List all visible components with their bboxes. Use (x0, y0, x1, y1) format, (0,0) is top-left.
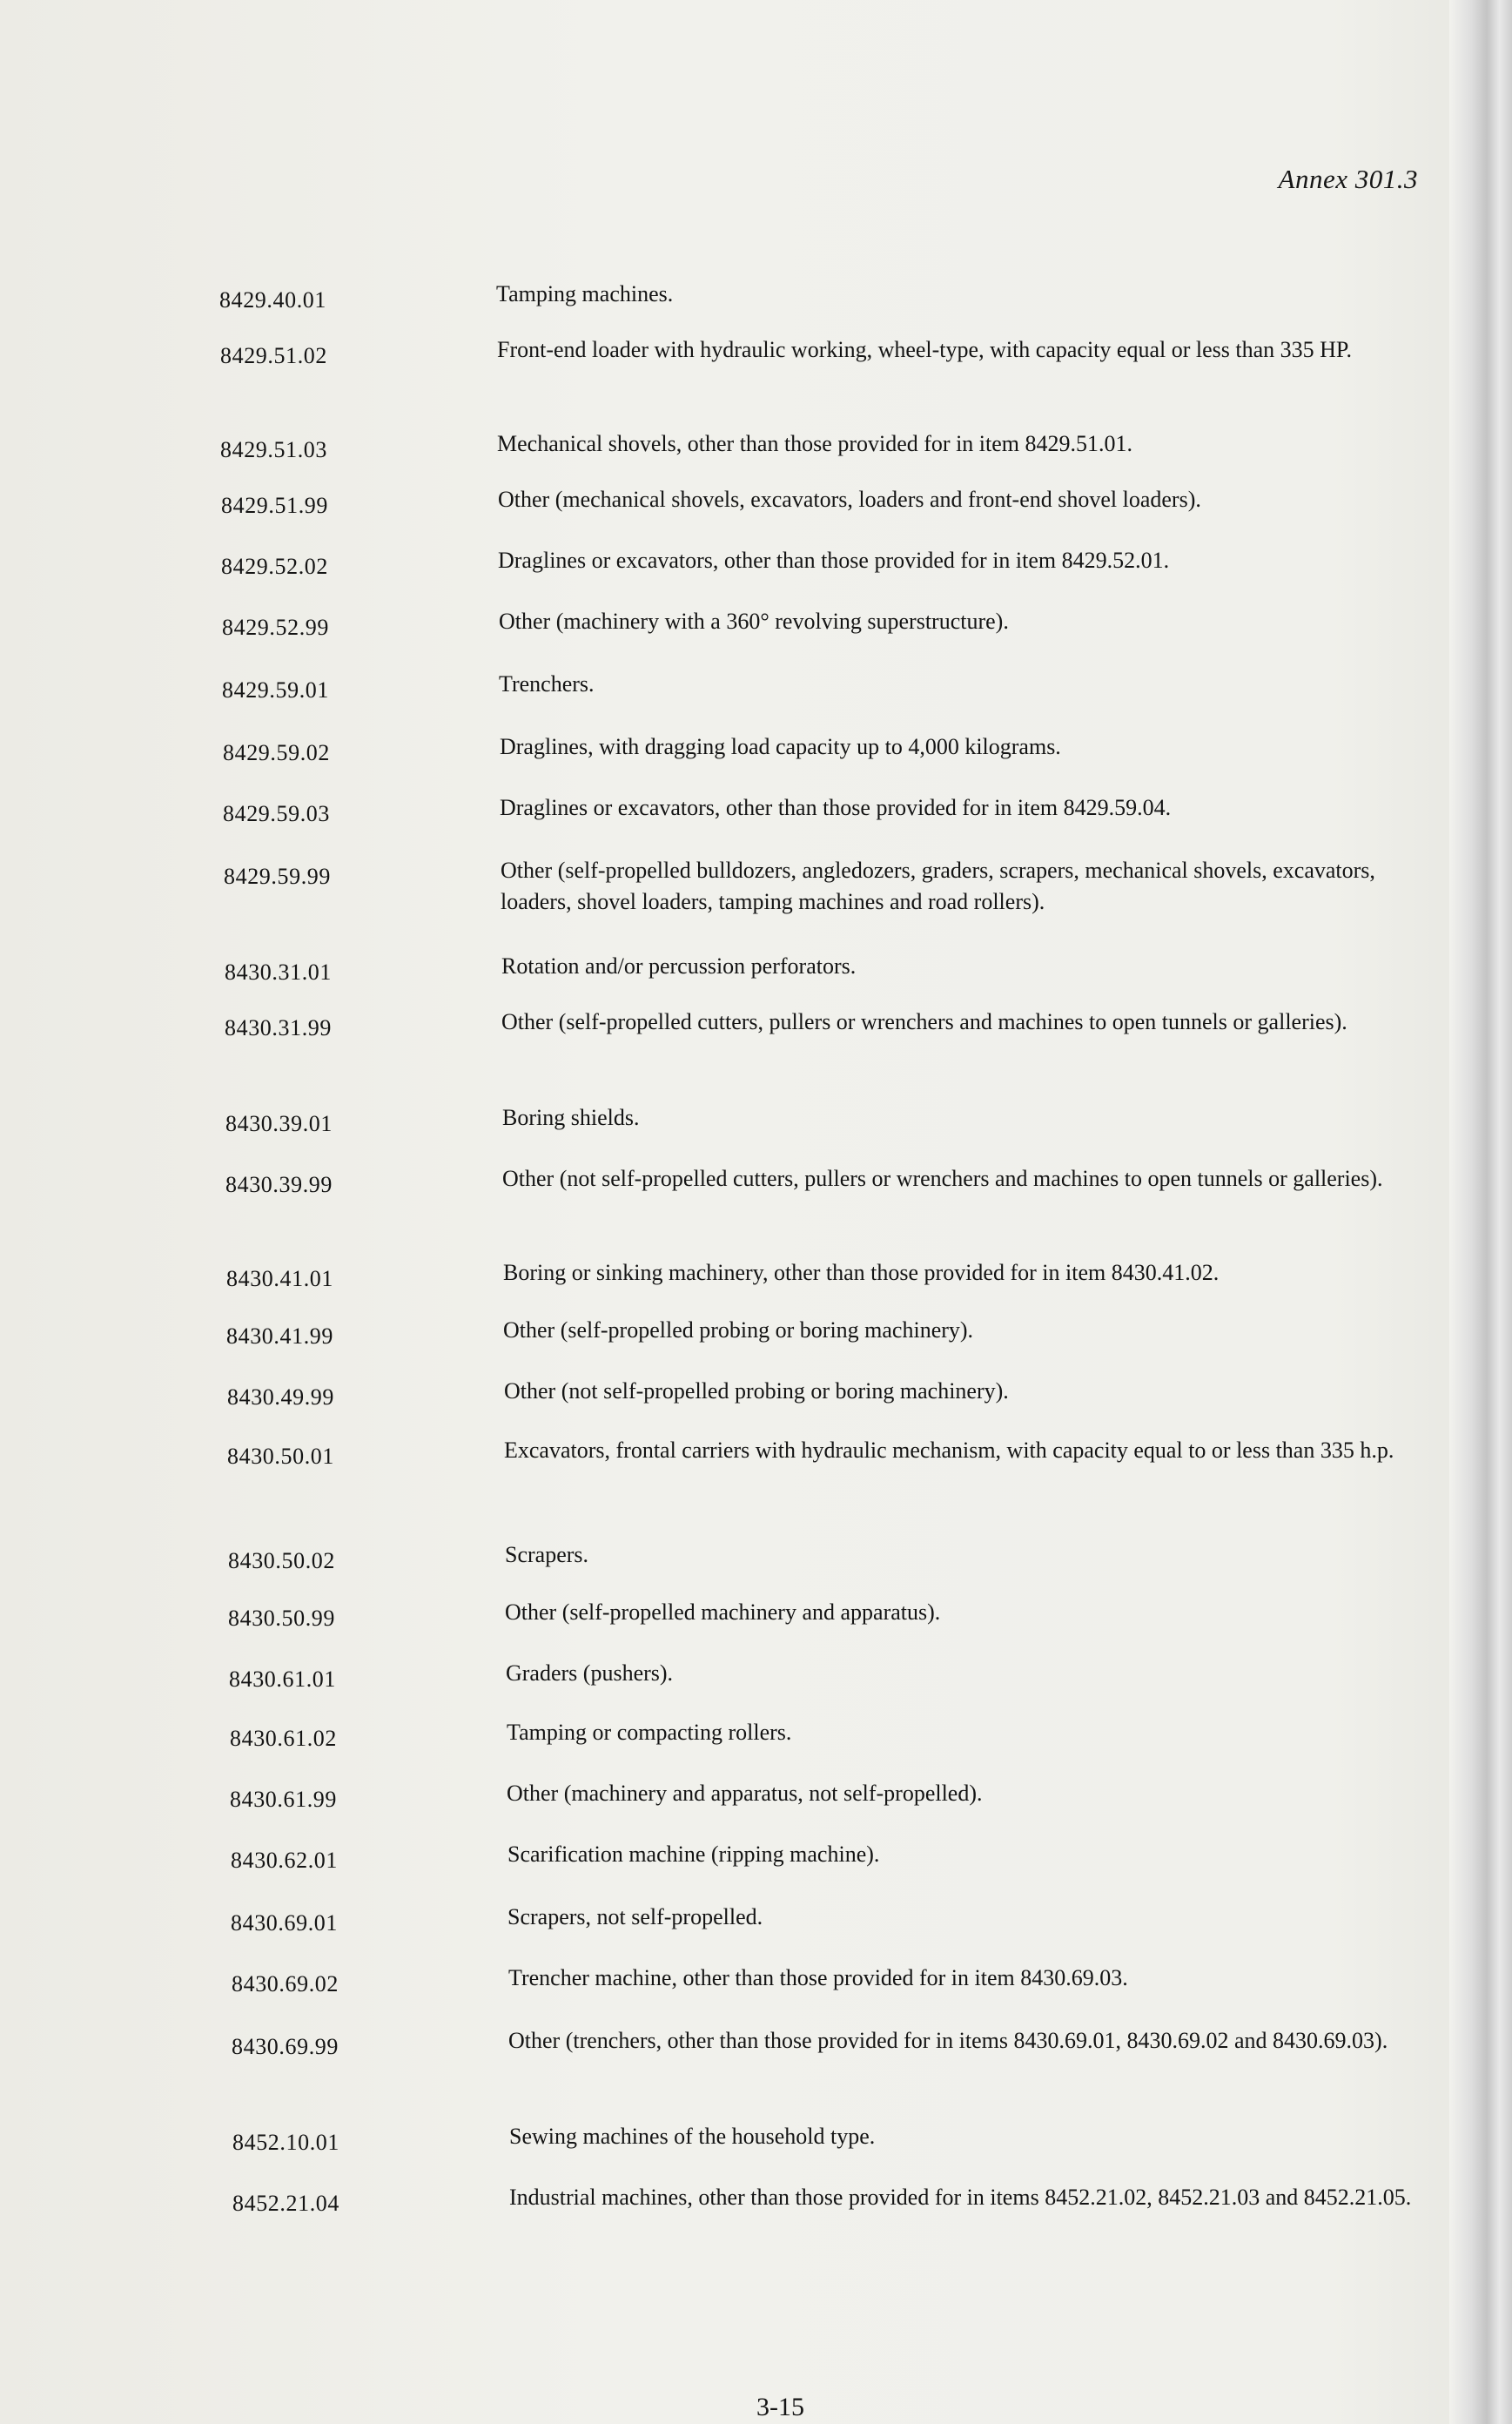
tariff-description: Industrial machines, other than those provided for in items 8452.21.02, 8452.21.03 and 8452.21.05. (509, 2185, 1412, 2210)
tariff-code: 8429.52.99 (222, 615, 329, 640)
tariff-description: Draglines, with dragging load capacity up to 4,000 kilograms. (500, 734, 1061, 759)
tariff-code: 8430.39.01 (225, 1111, 333, 1136)
tariff-description: Scarification machine (ripping machine). (507, 1842, 880, 1867)
tariff-code: 8430.61.02 (230, 1726, 337, 1751)
tariff-description: Mechanical shovels, other than those provided for in item 8429.51.01. (497, 431, 1133, 456)
annex-header: Annex 301.3 (1278, 164, 1418, 194)
tariff-description: Front-end loader with hydraulic working, wheel-type, with capacity equal or less than 335 HP. (497, 337, 1352, 362)
tariff-code: 8430.50.01 (227, 1444, 334, 1469)
tariff-description: Trencher machine, other than those provided for in item 8430.69.03. (508, 1965, 1128, 1990)
tariff-description: Tamping or compacting rollers. (507, 1720, 792, 1745)
tariff-description: Other (self-propelled cutters, pullers or wrenchers and machines to open tunnels or galleries). (501, 1009, 1347, 1034)
tariff-description: Boring or sinking machinery, other than those provided for in item 8430.41.02. (503, 1260, 1220, 1285)
tariff-description: Other (machinery and apparatus, not self-propelled). (507, 1781, 983, 1806)
tariff-code: 8430.61.01 (229, 1666, 336, 1692)
tariff-code: 8429.59.01 (222, 677, 329, 703)
tariff-code: 8429.59.03 (223, 801, 330, 826)
tariff-code: 8430.39.99 (225, 1172, 333, 1197)
page-number: 3-15 (756, 2393, 804, 2421)
tariff-description: Sewing machines of the household type. (509, 2124, 876, 2149)
tariff-description: Tamping machines. (496, 281, 674, 306)
tariff-code: 8430.50.02 (228, 1548, 335, 1573)
tariff-description: Scrapers. (505, 1542, 589, 1567)
tariff-code: 8429.59.99 (224, 864, 331, 889)
tariff-description: Boring shields. (502, 1105, 640, 1130)
tariff-code: 8452.10.01 (232, 2130, 339, 2155)
tariff-description: Rotation and/or percussion perforators. (501, 953, 857, 979)
tariff-code: 8430.50.99 (228, 1606, 335, 1631)
tariff-description: Trenchers. (499, 671, 595, 697)
tariff-code: 8429.51.02 (220, 343, 327, 368)
tariff-code: 8430.41.01 (226, 1266, 333, 1291)
tariff-code: 8429.52.02 (221, 554, 328, 579)
tariff-description: Excavators, frontal carriers with hydraulic mechanism, with capacity equal to or less than 335 h.p. (504, 1438, 1394, 1463)
tariff-description: Other (self-propelled probing or boring machinery). (503, 1317, 974, 1343)
tariff-code: 8429.51.99 (221, 493, 328, 518)
tariff-description: Scrapers, not self-propelled. (507, 1904, 763, 1929)
tariff-code: 8430.61.99 (230, 1787, 337, 1812)
tariff-description: Other (machinery with a 360° revolving superstructure). (499, 609, 1009, 634)
tariff-code: 8430.49.99 (227, 1384, 334, 1410)
tariff-code: 8429.40.01 (219, 287, 326, 313)
tariff-code: 8430.62.01 (231, 1848, 338, 1873)
tariff-code: 8452.21.04 (232, 2191, 339, 2216)
tariff-description: Other (self-propelled bulldozers, angledozers, graders, scrapers, mechanical shovels, excavators, loaders, shovel loaders, tamping machines and road rollers). (501, 858, 1375, 914)
tariff-code: 8430.41.99 (226, 1323, 333, 1349)
tariff-code: 8430.31.01 (225, 960, 332, 985)
tariff-description: Other (trenchers, other than those provided for in items 8430.69.01, 8430.69.02 and 8430.69.03). (508, 2028, 1388, 2053)
tariff-description: Draglines or excavators, other than those provided for in item 8429.59.04. (500, 795, 1172, 820)
tariff-description: Other (not self-propelled probing or boring machinery). (504, 1378, 1009, 1404)
tariff-code: 8430.69.01 (231, 1910, 338, 1936)
tariff-code: 8430.31.99 (225, 1015, 332, 1040)
tariff-description: Other (mechanical shovels, excavators, loaders and front-end shovel loaders). (498, 487, 1201, 512)
tariff-code: 8429.51.03 (220, 437, 327, 462)
tariff-description: Other (not self-propelled cutters, pullers or wrenchers and machines to open tunnels or galleries). (502, 1166, 1383, 1191)
tariff-code: 8429.59.02 (223, 740, 330, 765)
book-spine-shadow (1449, 0, 1512, 2424)
tariff-description: Other (self-propelled machinery and apparatus). (505, 1599, 941, 1625)
tariff-description: Draglines or excavators, other than those provided for in item 8429.52.01. (498, 548, 1170, 573)
tariff-code: 8430.69.02 (232, 1971, 339, 1996)
tariff-description: Graders (pushers). (506, 1660, 674, 1686)
tariff-code: 8430.69.99 (232, 2034, 339, 2059)
